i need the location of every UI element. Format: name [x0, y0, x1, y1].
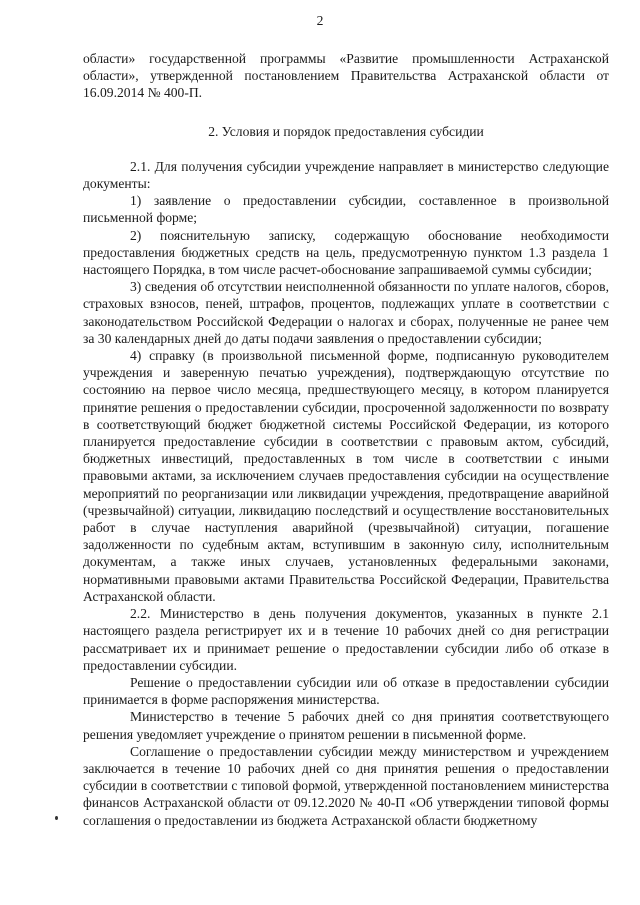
notification-paragraph: Министерство в течение 5 рабочих дней со дня принятия соответствующего решения уведомляет учреждение о принятом решении в письменной форме. [83, 709, 609, 742]
item-1-application: 1) заявление о предоставлении субсидии, составленное в произвольной письменной форме; [83, 193, 609, 226]
paragraph-2-2: 2.2. Министерство в день получения документов, указанных в пункте 2.1 настоящего раздела регистрирует их и в течение 10 рабочих дней со дня регистрации рассматривает их и принимает решение о предоставлении субсидии либо об отказе в предоставлении субсидии. [83, 606, 609, 673]
agreement-paragraph: Соглашение о предоставлении субсидии между министерством и учреждением заключается в течение 10 рабочих дней со дня принятия решения о предоставлении субсидии в соответствии с типовой формой, утвержденной постановлением министерства финансов Астраханской области от 09.12.2020 № 40-П «Об утверждении типовой формы соглашения о предоставлении из бюджета Астраханской области бюджетному [83, 743, 609, 828]
decision-form-paragraph: Решение о предоставлении субсидии или об отказе в предоставлении субсидии принимается в форме распоряжения министерства. [83, 674, 609, 708]
item-3-tax-information: 3) сведения об отсутствии неисполненной обязанности по уплате налогов, сборов, страховых взносов, пеней, штрафов, процентов, подлежащих уплате в соответствии с законодательством Российской Федерации о налогах и сборах, полученные не ранее чем за 30 календарных дней до даты подачи заявления о предоставлении субсидии; [83, 279, 609, 346]
item-4-certificate: 4) справку (в произвольной письменной форме, подписанную руководителем учреждения и заверенную печатью учреждения), подтверждающую отсутствие по состоянию на первое число месяца, предшествующего месяцу, в котором планируется принятие решения о предоставлении субсидии, просроченной задолженности по возврату в соответствующий бюджет бюджетной системы Российской Федерации, из которого планируется предоставление субсидии в соответствии с правовым актом, субсидий, бюджетных инвестиций, предоставленных в том числе в соответствии с иными правовыми актами, за исключением случаев предоставления субсидии на осуществление мероприятий по реорганизации или ликвидации учреждения, предотвращение аварийной (чрезвычайной) ситуации, ликвидацию последствий и осуществление восстановительных работ в случае наступления аварийной (чрезвычайной) ситуации, погашение задолженности по судебным актам, вступившим в законную силу, исполнительным документам, а также иных случаев, установленных федеральными законами, нормативными правовыми актами Правительства Российской Федерации, Правительства Астраханской области. [83, 348, 609, 604]
paragraph-2-1: 2.1. Для получения субсидии учреждение направляет в министерство следующие документы: [83, 158, 609, 192]
margin-mark [55, 816, 58, 820]
item-2-explanatory-note: 2) пояснительную записку, содержащую обоснование необходимости предоставления бюджетных средств на цель, предусмотренную пунктом 1.3 раздела 1 настоящего Порядка, в том числе расчет-обоснование запрашиваемой суммы субсидии; [83, 227, 609, 278]
intro-paragraph: области» государственной программы «Развитие промышленности Астраханской области», утвержденной постановлением Правительства Астраханской области от 16.09.2014 № 400-П. [83, 51, 609, 101]
section-heading: 2. Условия и порядок предоставления субсидии [208, 123, 484, 139]
page-number: 2 [316, 13, 324, 28]
document-body [83, 50, 609, 829]
